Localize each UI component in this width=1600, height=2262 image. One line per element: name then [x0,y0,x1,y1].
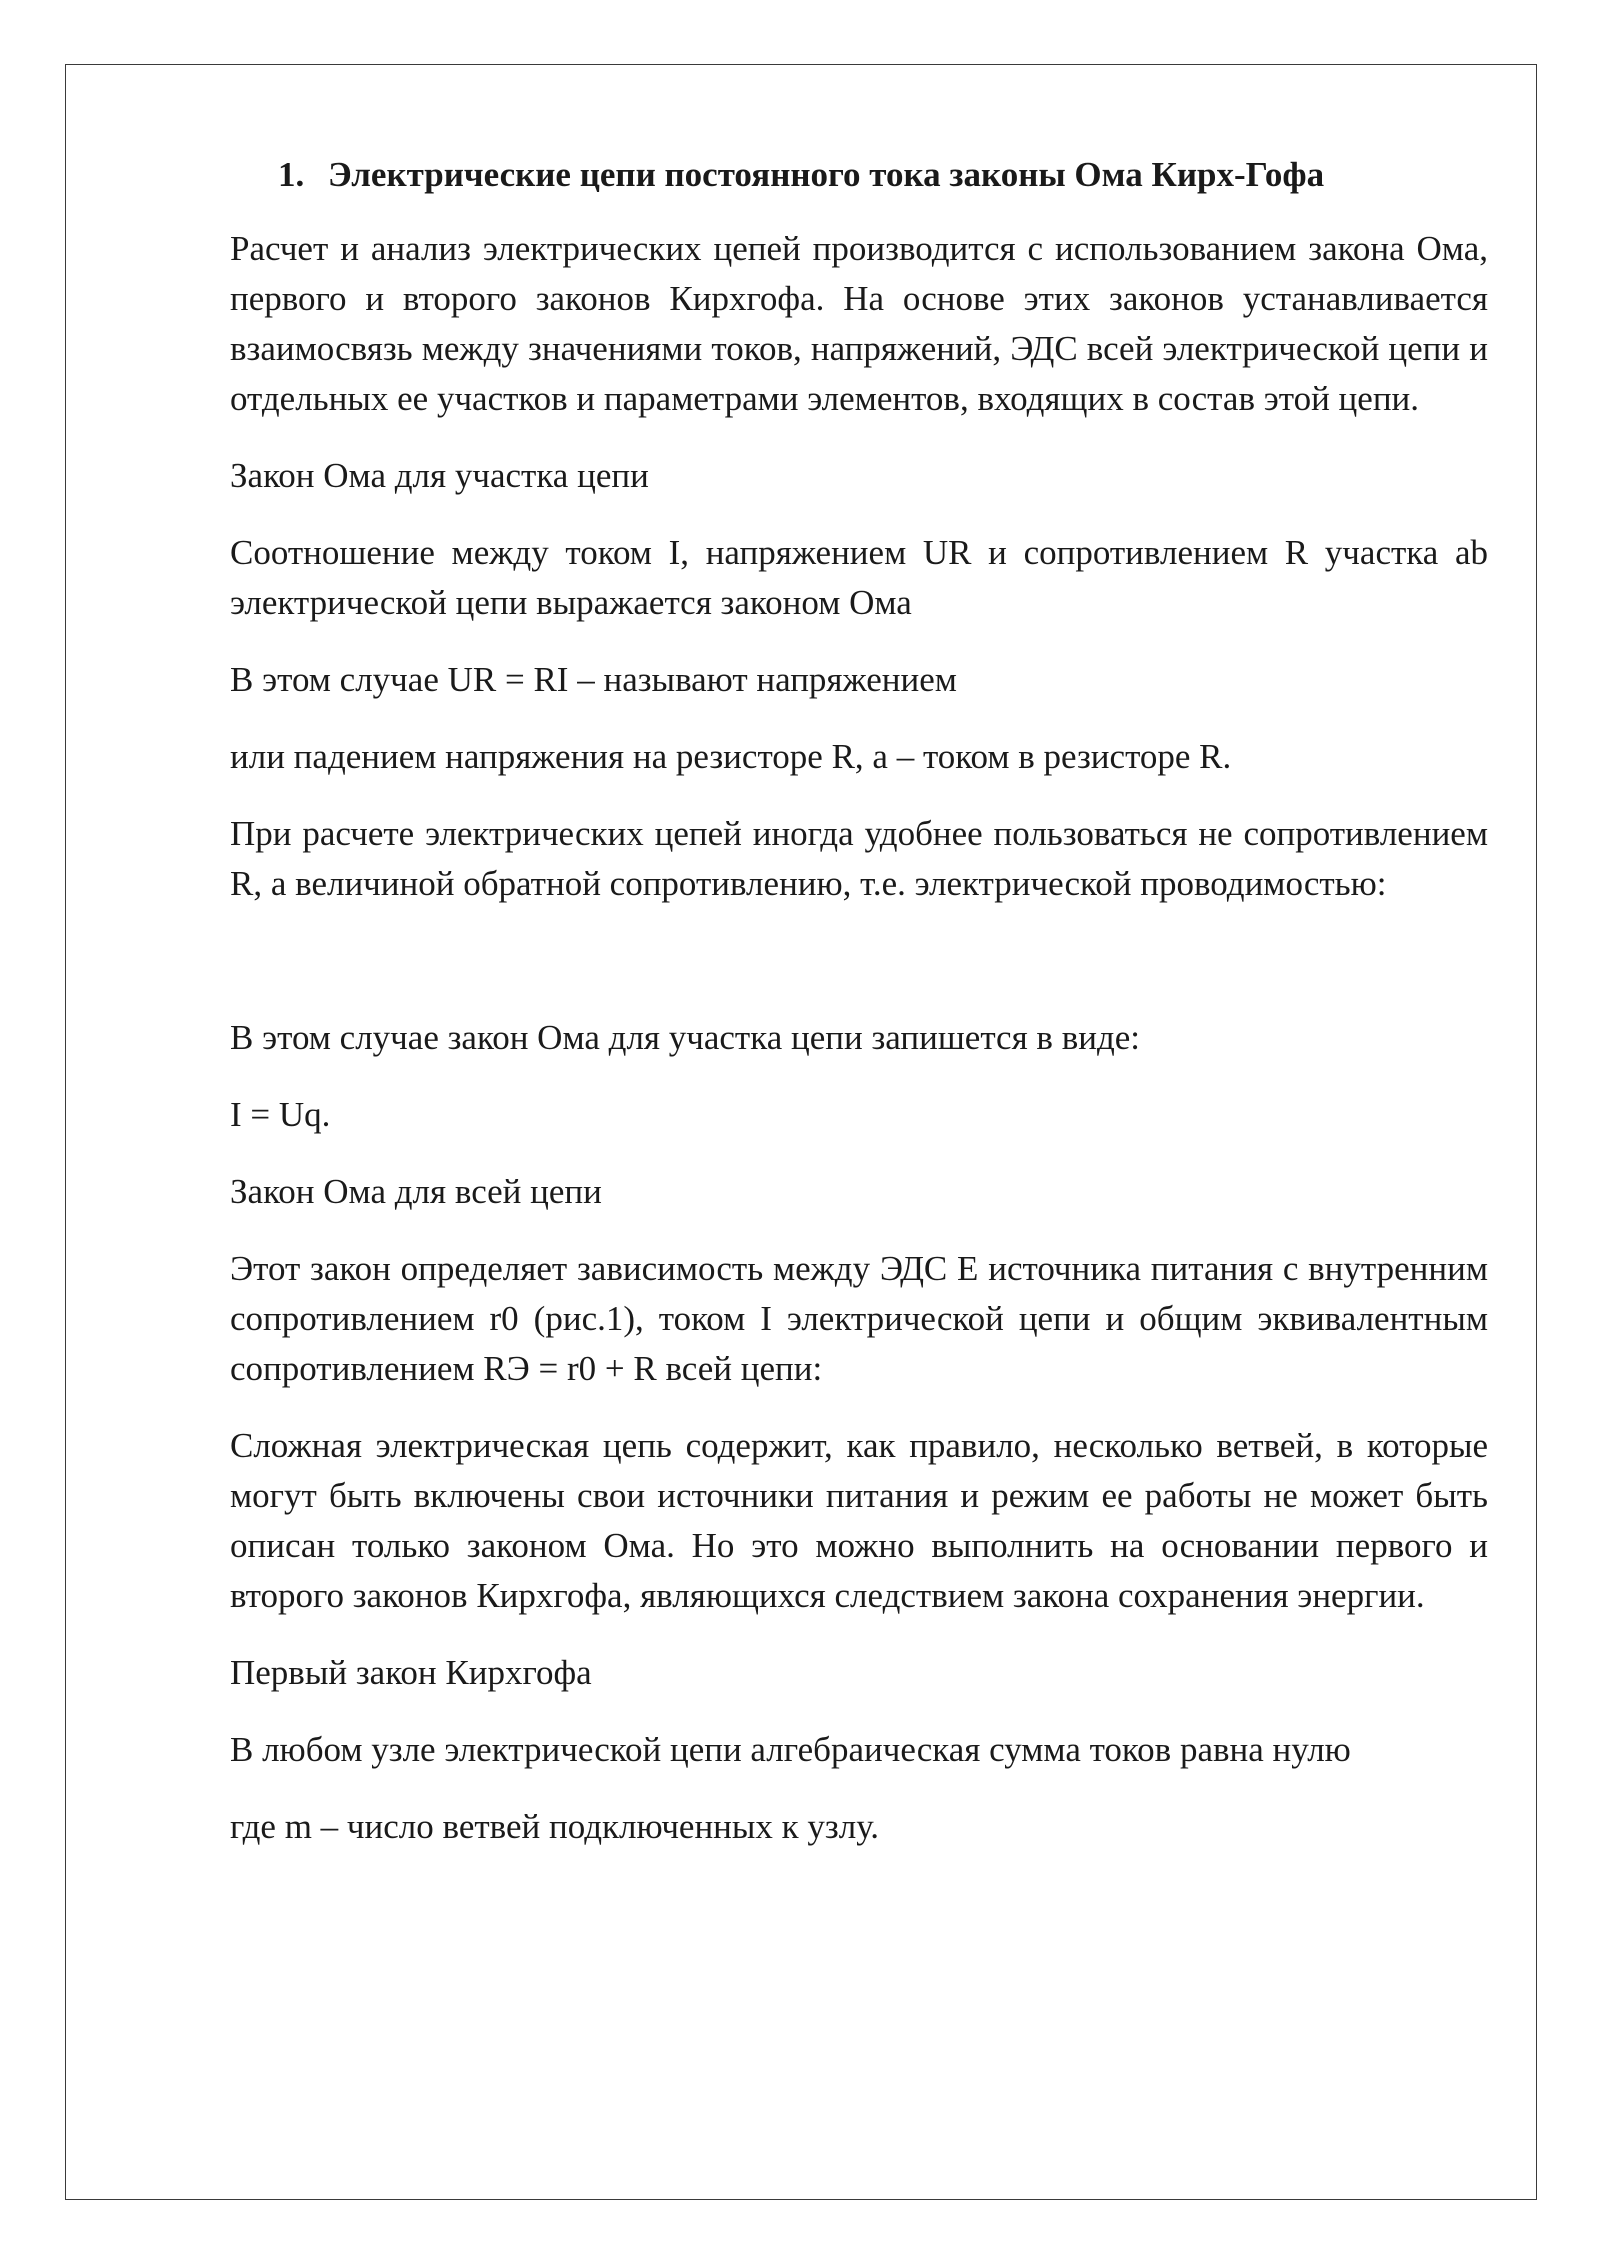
subheading-ohm-full-circuit: Закон Ома для всей цепи [230,1172,602,1211]
kirchhoff-first-note: где m – число ветвей подключенных к узлу. [230,1807,879,1846]
conductance-paragraph: При расчете электрических цепей иногда удобнее пользоваться не сопротивлением R, а величиной обратной сопротивлению, т.е. электрической проводимостью: [230,814,1488,903]
section-heading [230,150,1488,200]
voltage-definition-line: В этом случае UR = RI – называют напряжением [230,660,957,699]
heading-number: 1. [278,155,305,194]
heading-title: Электрические цепи постоянного тока законы Ома Кирх-Гофа [328,155,1325,194]
subheading-ohm-segment: Закон Ома для участка цепи [230,456,649,495]
ohm-relation-paragraph: Соотношение между током I, напряжением UR и сопротивлением R участка ab электрической цепи выражается законом Ома [230,533,1488,622]
ohm-conductance-formula: I = Uq. [230,1095,331,1134]
full-circuit-paragraph: Этот закон определяет зависимость между ЭДС Е источника питания с внутренним сопротивлением r0 (рис.1), током I электрической цепи и общим эквивалентным сопротивлением RЭ = r0 + R всей цепи: [230,1249,1488,1388]
formula-placeholder [230,936,1488,1013]
subheading-kirchhoff-first: Первый закон Кирхгофа [230,1653,592,1692]
intro-paragraph: Расчет и анализ электрических цепей производится с использованием закона Ома, первого и второго законов Кирхгофа. На основе этих законов устанавливается взаимосвязь между значениями токов, напряжений, ЭДС всей электрической цепи и отдельных ее участков и параметрами элементов, входящих в состав этой цепи. [230,229,1488,418]
voltage-drop-line: или падением напряжения на резисторе R, а – током в резисторе R. [230,737,1232,776]
ohm-conductance-intro: В этом случае закон Ома для участка цепи запишется в виде: [230,1018,1141,1057]
document-body [230,150,1488,1879]
kirchhoff-first-statement: В любом узле электрической цепи алгебраическая сумма токов равна нулю [230,1730,1351,1769]
complex-circuit-paragraph: Сложная электрическая цепь содержит, как правило, несколько ветвей, в которые могут быть включены свои источники питания и режим ее работы не может быть описан только законом Ома. Но это можно выполнить на основании первого и второго законов Кирхгофа, являющихся следствием закона сохранения энергии. [230,1426,1488,1615]
